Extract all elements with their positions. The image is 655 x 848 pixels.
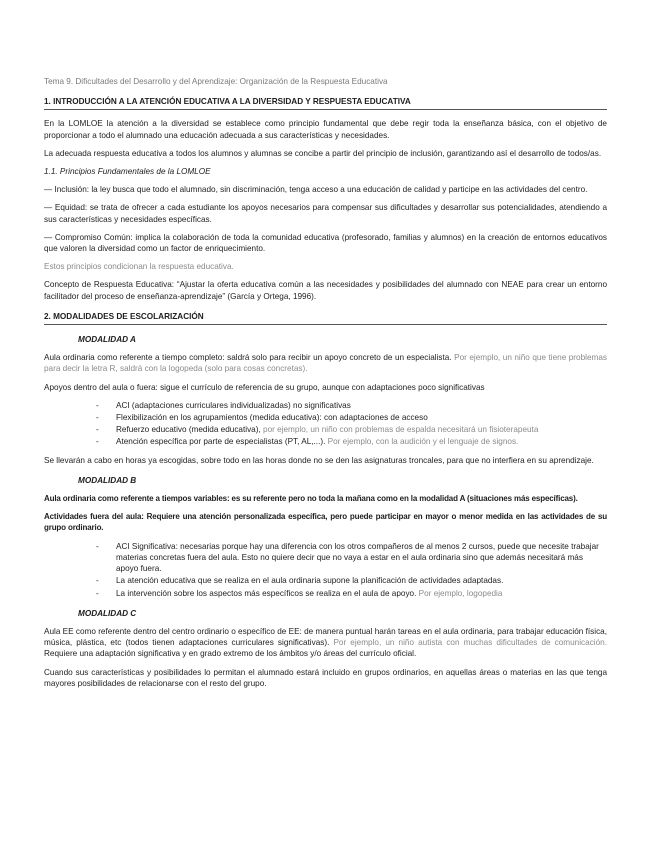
running-header: Tema 9. Dificultades del Desarrollo y del Aprendizaje: Organización de la Respuesta Educativa xyxy=(44,77,388,86)
section-2-title: 2. MODALIDADES DE ESCOLARIZACIÓN xyxy=(44,311,607,325)
document-page xyxy=(44,76,607,696)
list-item-text: La intervención sobre los aspectos más específicos se realiza en el aula de apoyo. xyxy=(116,588,417,598)
list-item-text: Flexibilización en los agrupamientos (medida educativa): con adaptaciones de acceso xyxy=(116,413,428,423)
list-item-text: La atención educativa que se realiza en el aula ordinaria supone la planificación de actividades adaptadas. xyxy=(116,576,504,586)
bullet-list xyxy=(44,541,607,599)
list-item: - Atención específica por parte de especialistas (PT, AL,...). Por ejemplo, con la audición y el lenguaje de signos. xyxy=(96,437,519,447)
paragraph: Apoyos dentro del aula o fuera: sigue el currículo de referencia de su grupo, aunque con adaptaciones poco significativas xyxy=(44,382,485,392)
list-item-text: Refuerzo educativo (medida educativa), xyxy=(116,425,261,435)
list-item-text: ACI (adaptaciones curriculares individualizadas) no significativas xyxy=(116,400,351,410)
text: Aula EE como referente dentro del centro ordinario o específico de EE: de manera puntual harán tareas en el aula ordinaria, para trabajar educación física, música, plástica, etc (todos tienen adaptaciones curriculares significativas). xyxy=(44,626,607,648)
paragraph xyxy=(44,626,607,660)
paragraph: La adecuada respuesta educativa a todos los alumnos y alumnas se concibe a partir del principio de inclusión, garantizando así el desarrollo de todos/as. xyxy=(44,148,602,158)
modalidad-a-heading: MODALIDAD A xyxy=(78,335,136,345)
principle-equidad: — Equidad: se trata de ofrecer a cada estudiante los apoyos necesarios para compensar sus dificultades y desarrollar sus potencialidades, atendiendo a sus características y necesidades específicas. xyxy=(44,203,607,224)
paragraph: En la LOMLOE la atención a la diversidad se establece como principio fundamental que debe regir toda la enseñanza básica, con el objetivo de proporcionar a todo el alumnado una educación adecuada a sus características y necesidades. xyxy=(44,119,607,140)
example-text: Por ejemplo, un niño que tiene problemas para decir la letra R, saldrá con la logopeda (solo para cosas concretas). xyxy=(44,353,607,374)
list-item: - Refuerzo educativo (medida educativa), por ejemplo, un niño con problemas de espalda necesitará un fisioterapeuta xyxy=(96,425,539,435)
list-item: - Flexibilización en los agrupamientos (medida educativa): con adaptaciones de acceso xyxy=(96,413,428,423)
principle-inclusion: — Inclusión: la ley busca que todo el alumnado, sin discriminación, tenga acceso a una educación de calidad y participe en las actividades del centro. xyxy=(44,185,588,195)
list-item-text: ACI Significativa: necesarias porque hay una diferencia con los otros compañeros de al menos 2 cursos, puede que necesite trabajar materias concretas fuera del aula. Esto no quiere decir que no vaya a estar en el aula ordinaria sino que además necesitará más apoyo fuera. xyxy=(116,541,599,574)
principle-compromiso: — Compromiso Común: implica la colaboración de toda la comunidad educativa (profesorado, familias y alumnos) en la creación de entornos educativos que valoren la diversidad como un factor de enriquecimiento. xyxy=(44,232,607,254)
example-text: Por ejemplo, un niño autista con muchas dificultades de comunicación. xyxy=(333,638,607,648)
section-1-title: 1. INTRODUCCIÓN A LA ATENCIÓN EDUCATIVA A LA DIVERSIDAD Y RESPUESTA EDUCATIVA xyxy=(44,96,607,110)
modalidad-c-heading: MODALIDAD C xyxy=(78,608,137,618)
concept-definition: Concepto de Respuesta Educativa: “Ajustar la oferta educativa común a las necesidades y posibilidades del alumnado con NEAE para crear un entorno facilitador del proceso de enseñanza-aprendizaje” (García y Ortega, 1996). xyxy=(44,280,607,301)
modalidad-b-heading: MODALIDAD B xyxy=(78,475,137,485)
paragraph xyxy=(44,352,607,374)
paragraph: Actividades fuera del aula: Requiere una atención personalizada específica, pero puede participar en mayor o menor medida en las actividades de su grupo ordinario. xyxy=(44,512,607,533)
paragraph: Cuando sus características y posibilidades lo permitan el alumnado estará incluido en grupos ordinarios, en aquellas áreas o materias en las que tenga mayores posibilidades de relacionarse con el resto del grupo. xyxy=(44,667,607,688)
subsection-title: 1.1. Principios Fundamentales de la LOMLOE xyxy=(44,167,211,177)
text: Requiere una adaptación significativa y en grado extremo de los ámbitos y/o áreas del currículo oficial. xyxy=(44,649,417,659)
bullet-list xyxy=(44,400,607,448)
paragraph: Se llevarán a cabo en horas ya escogidas, sobre todo en las horas donde no se den las asignaturas troncales, para que no interfiera en su aprendizaje. xyxy=(44,455,594,465)
list-item-text: Atención específica por parte de especialistas (PT, AL,...). xyxy=(116,437,326,447)
list-item: - ACI (adaptaciones curriculares individualizadas) no significativas xyxy=(96,400,351,410)
example-text: Por ejemplo, con la audición y el lenguaje de signos. xyxy=(327,437,519,447)
text: Aula ordinaria como referente a tiempo completo: saldrá solo para recibir un apoyo concreto de un especialista. xyxy=(44,353,452,363)
example-text: Por ejemplo, logopedia xyxy=(418,588,503,598)
list-item: - ACI Significativa: necesarias porque hay una diferencia con los otros compañeros de al menos 2 cursos, puede que necesite trabajar materias concretas fuera del aula. Esto no quiere decir que no vaya a estar en el aula ordinaria sino que además necesitará más apoyo fuera. xyxy=(96,541,599,574)
paragraph: Aula ordinaria como referente a tiempos variables: es su referente pero no toda la mañana como en la modalidad A (situaciones más específicas). xyxy=(44,494,578,504)
list-item: - La atención educativa que se realiza en el aula ordinaria supone la planificación de actividades adaptadas. xyxy=(96,576,504,586)
example-text: por ejemplo, un niño con problemas de espalda necesitará un fisioterapeuta xyxy=(263,425,539,435)
list-item: - La intervención sobre los aspectos más específicos se realiza en el aula de apoyo. Por ejemplo, logopedia xyxy=(96,588,503,598)
principles-note: Estos principios condicionan la respuesta educativa. xyxy=(44,262,234,272)
